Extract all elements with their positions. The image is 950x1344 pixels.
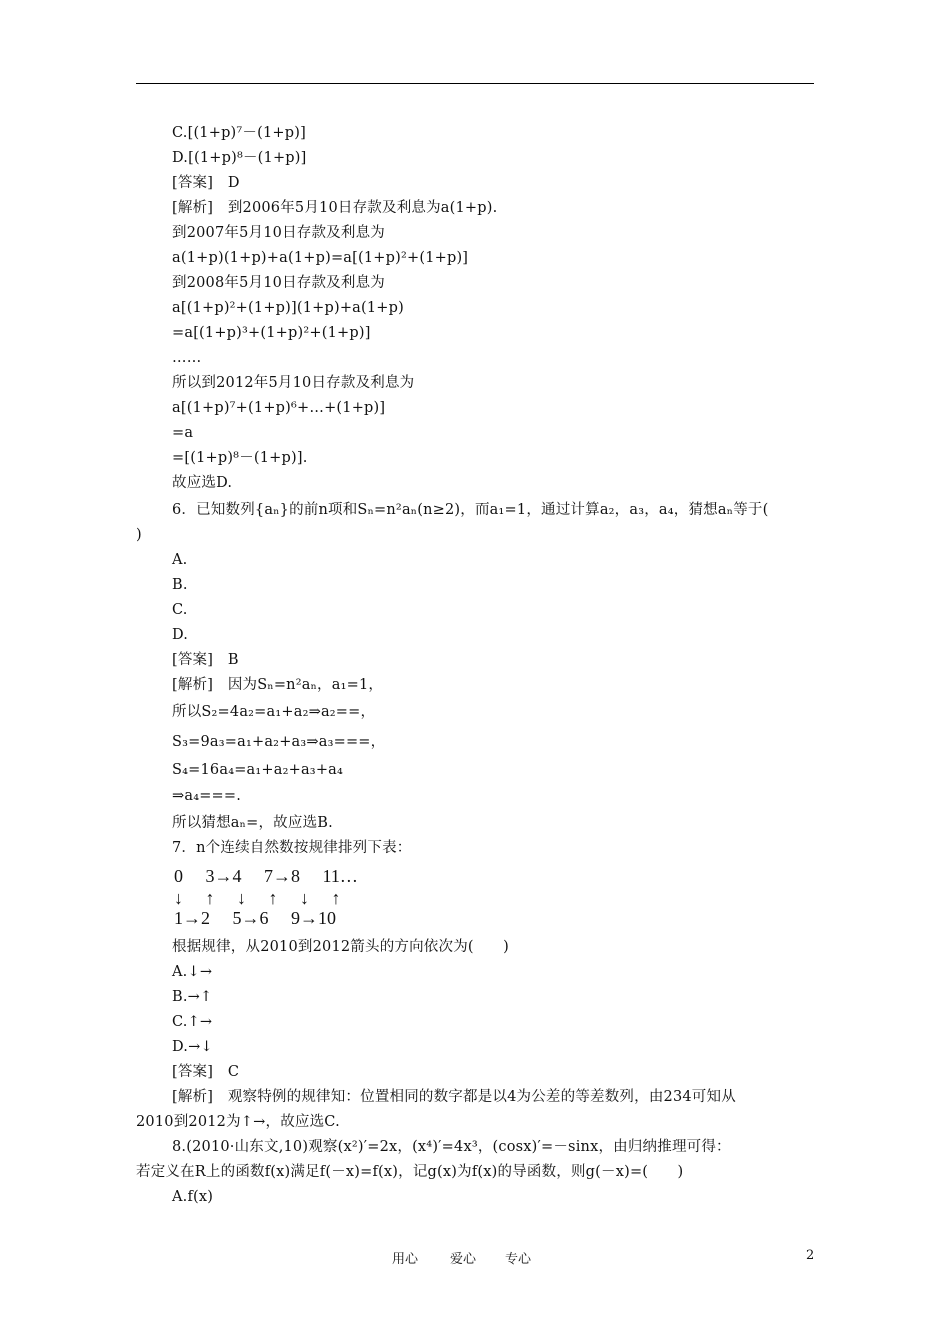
option-b: B.→↑ bbox=[172, 989, 213, 1005]
option-d: D. bbox=[172, 627, 189, 643]
text-line: a[(1+p)⁷+(1+p)⁶+…+(1+p)] bbox=[172, 400, 386, 416]
text-line: 若定义在R上的函数f(x)满足f(－x)=f(x)，记g(x)为f(x)的导函数，则g(－x)=( ) bbox=[136, 1164, 684, 1180]
footer-slogan: 专心 bbox=[505, 1252, 532, 1267]
text-line: 根据规律，从2010到2012箭头的方向依次为( ) bbox=[172, 939, 510, 955]
text-line: 所以到2012年5月10日存款及利息为 bbox=[172, 375, 415, 391]
text-line: …… bbox=[172, 350, 202, 366]
option-a: A. bbox=[172, 552, 188, 568]
text-line: [解析] 因为Sₙ=n²aₙ，a₁=1， bbox=[172, 677, 384, 693]
text-line: =a bbox=[172, 425, 194, 441]
option-d: D.→↓ bbox=[172, 1039, 213, 1055]
text-line: [答案] B bbox=[172, 652, 239, 668]
option-a: A.↓→ bbox=[172, 964, 213, 980]
number-arrangement-table bbox=[172, 866, 392, 930]
text-line: =a[(1+p)³+(1+p)²+(1+p)] bbox=[172, 325, 371, 341]
option-c: C.↑→ bbox=[172, 1014, 213, 1030]
sequence-bottom-row: 1→2 5→6 9→10 bbox=[174, 908, 336, 928]
text-line: D.[(1+p)⁸－(1+p)] bbox=[172, 150, 307, 166]
text-line: S₄=16a₄=a₁+a₂+a₃+a₄ bbox=[172, 762, 344, 778]
text-line: 到2007年5月10日存款及利息为 bbox=[172, 225, 385, 241]
text-line: [答案] D bbox=[172, 175, 240, 191]
sequence-top-row: 0 3→4 7→8 11… bbox=[174, 866, 358, 886]
question-7: 7．n个连续自然数按规律排列下表： bbox=[172, 840, 412, 856]
option-b: B. bbox=[172, 577, 188, 593]
text-line: 所以S₂=4a₂=a₁+a₂⇒a₂==， bbox=[172, 704, 376, 720]
text-line: ) bbox=[136, 527, 142, 543]
question-8: 8.(2010·山东文,10)观察(x²)′=2x，(x⁴)′=4x³，(cosx)′=－sinx，由归纳推理可得： bbox=[172, 1139, 731, 1155]
question-6: 6．已知数列{aₙ}的前n项和Sₙ=n²aₙ(n≥2)，而a₁=1，通过计算a₂，a₃，a₄，猜想aₙ等于( bbox=[172, 502, 769, 518]
text-line: =[(1+p)⁸－(1+p)]. bbox=[172, 450, 308, 466]
page-number: 2 bbox=[806, 1248, 815, 1263]
option-a: A.f(x) bbox=[172, 1189, 214, 1205]
text-line: 故应选D. bbox=[172, 475, 233, 491]
text-line: a(1+p)(1+p)+a(1+p)=a[(1+p)²+(1+p)] bbox=[172, 250, 469, 266]
text-line: [答案] C bbox=[172, 1064, 240, 1080]
text-line: S₃=9a₃=a₁+a₂+a₃⇒a₃===， bbox=[172, 734, 386, 750]
text-line: a[(1+p)²+(1+p)](1+p)+a(1+p) bbox=[172, 300, 404, 316]
footer-slogan: 用心 bbox=[392, 1252, 419, 1267]
text-line: [解析] 到2006年5月10日存款及利息为a(1+p). bbox=[172, 200, 498, 216]
text-line: 所以猜想aₙ=，故应选B. bbox=[172, 815, 333, 831]
text-line: [解析] 观察特例的规律知：位置相同的数字都是以4为公差的等差数列，由234可知从 bbox=[172, 1089, 736, 1105]
footer-slogan: 爱心 bbox=[450, 1252, 477, 1267]
header-rule bbox=[136, 83, 814, 84]
text-line: 2010到2012为↑→，故应选C. bbox=[136, 1114, 340, 1130]
text-line: 到2008年5月10日存款及利息为 bbox=[172, 275, 385, 291]
option-c: C. bbox=[172, 602, 188, 618]
sequence-arrow-row: ↓ ↑ ↓ ↑ ↓ ↑ bbox=[174, 888, 341, 908]
text-line: C.[(1+p)⁷－(1+p)] bbox=[172, 125, 306, 141]
text-line: ⇒a₄===. bbox=[172, 788, 242, 804]
